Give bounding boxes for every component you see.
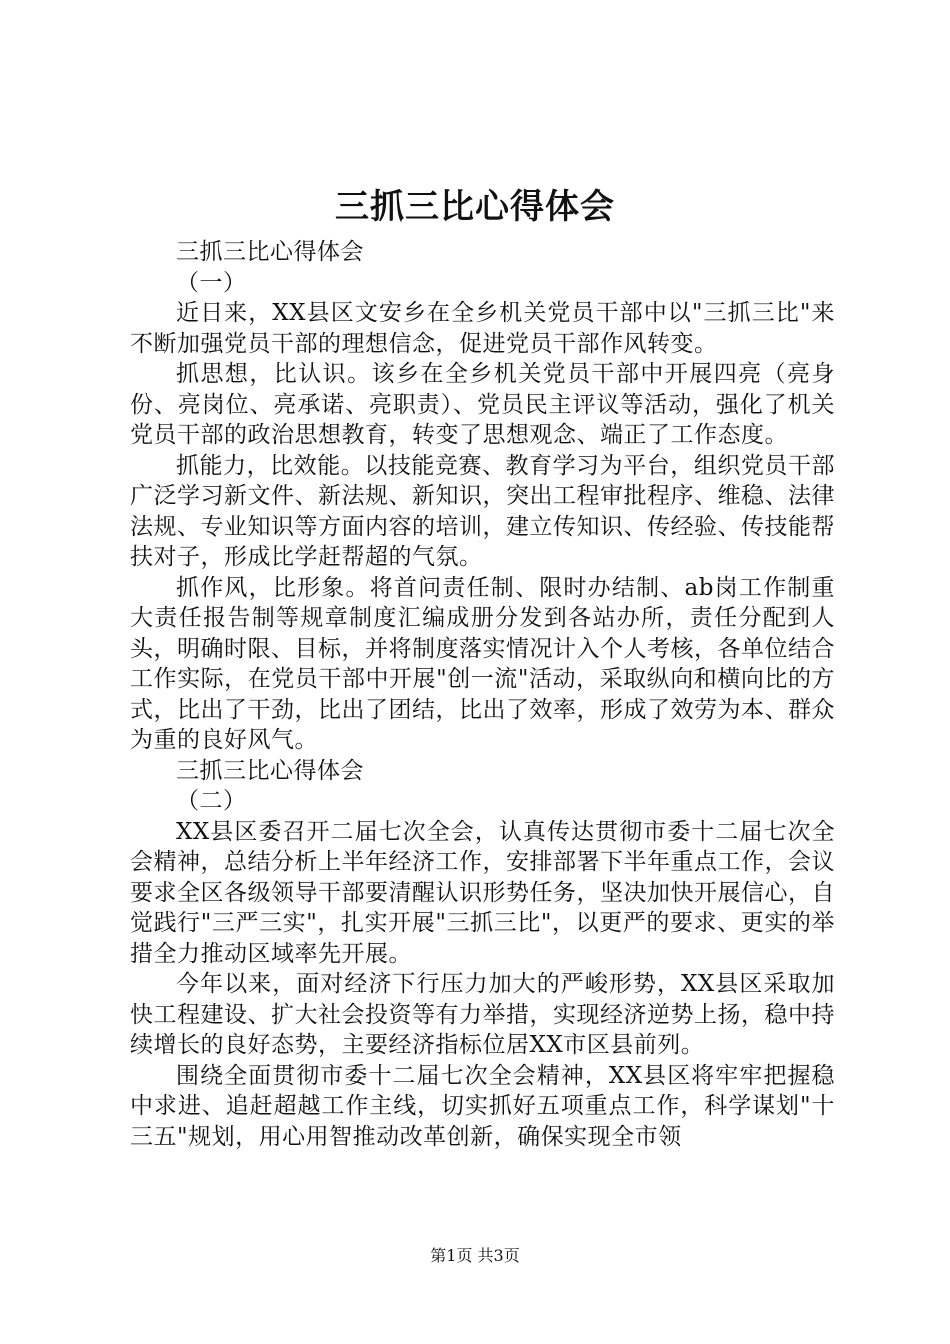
paragraph: 抓作风，比形象。将首问责任制、限时办结制、ab岗工作制重大责任报告制等规章制度汇编成册分发到各站办所，责任分配到人头，明确时限、目标，并将制度落实情况计入个人考核，各单位结合工作实际，在党员干部中开展"创一流"活动，采取纵向和横向比的方式，比出了干劲，比出了团结，比出了效率，形成了效劳为本、群众为重的良好风气。 bbox=[130, 574, 835, 753]
paragraph: 今年以来，面对经济下行压力加大的严峻形势，XX县区采取加快工程建设、扩大社会投资等有力举措，实现经济逆势上扬，稳中持续增长的良好态势，主要经济指标位居XX市区县前列。 bbox=[130, 971, 835, 1058]
page-footer: 第1页 共3页 bbox=[430, 1246, 520, 1265]
section-number: （二） bbox=[176, 788, 247, 814]
paragraph: 近日来，XX县区文安乡在全乡机关党员干部中以"三抓三比"来不断加强党员干部的理想信念，促进党员干部作风转变。 bbox=[130, 300, 835, 357]
section-heading: 三抓三比心得体会 bbox=[176, 757, 364, 784]
paragraph: 抓思想，比认识。该乡在全乡机关党员干部中开展四亮（亮身份、亮岗位、亮承诺、亮职责）、党员民主评议等活动，强化了机关党员干部的政治思想教育，转变了思想观念、端正了工作态度。 bbox=[130, 361, 835, 448]
document-title: 三抓三比心得体会 bbox=[335, 187, 615, 227]
document-body bbox=[130, 237, 835, 1152]
paragraph: XX县区委召开二届七次全会，认真传达贯彻市委十二届七次全会精神，总结分析上半年经济工作，安排部署下半年重点工作，会议要求全区各级领导干部要清醒认识形势任务，坚决加快开展信心，自觉践行"三严三实"，扎实开展"三抓三比"，以更严的要求、更实的举措全力推动区域率先开展。 bbox=[130, 818, 835, 967]
paragraph: 围绕全面贯彻市委十二届七次全会精神，XX县区将牢牢把握稳中求进、追赶超越工作主线，切实抓好五项重点工作，科学谋划"十三五"规划，用心用智推动改革创新，确保实现全市领 bbox=[130, 1062, 835, 1150]
section-heading: 三抓三比心得体会 bbox=[176, 239, 364, 265]
section-number: （一） bbox=[176, 269, 247, 296]
paragraph: 抓能力，比效能。以技能竞赛、教育学习为平台，组织党员干部广泛学习新文件、新法规、新知识，突出工程审批程序、维稳、法律法规、专业知识等方面内容的培训，建立传知识、传经验、传技能帮扶对子，形成比学赶帮超的气氛。 bbox=[130, 452, 835, 570]
